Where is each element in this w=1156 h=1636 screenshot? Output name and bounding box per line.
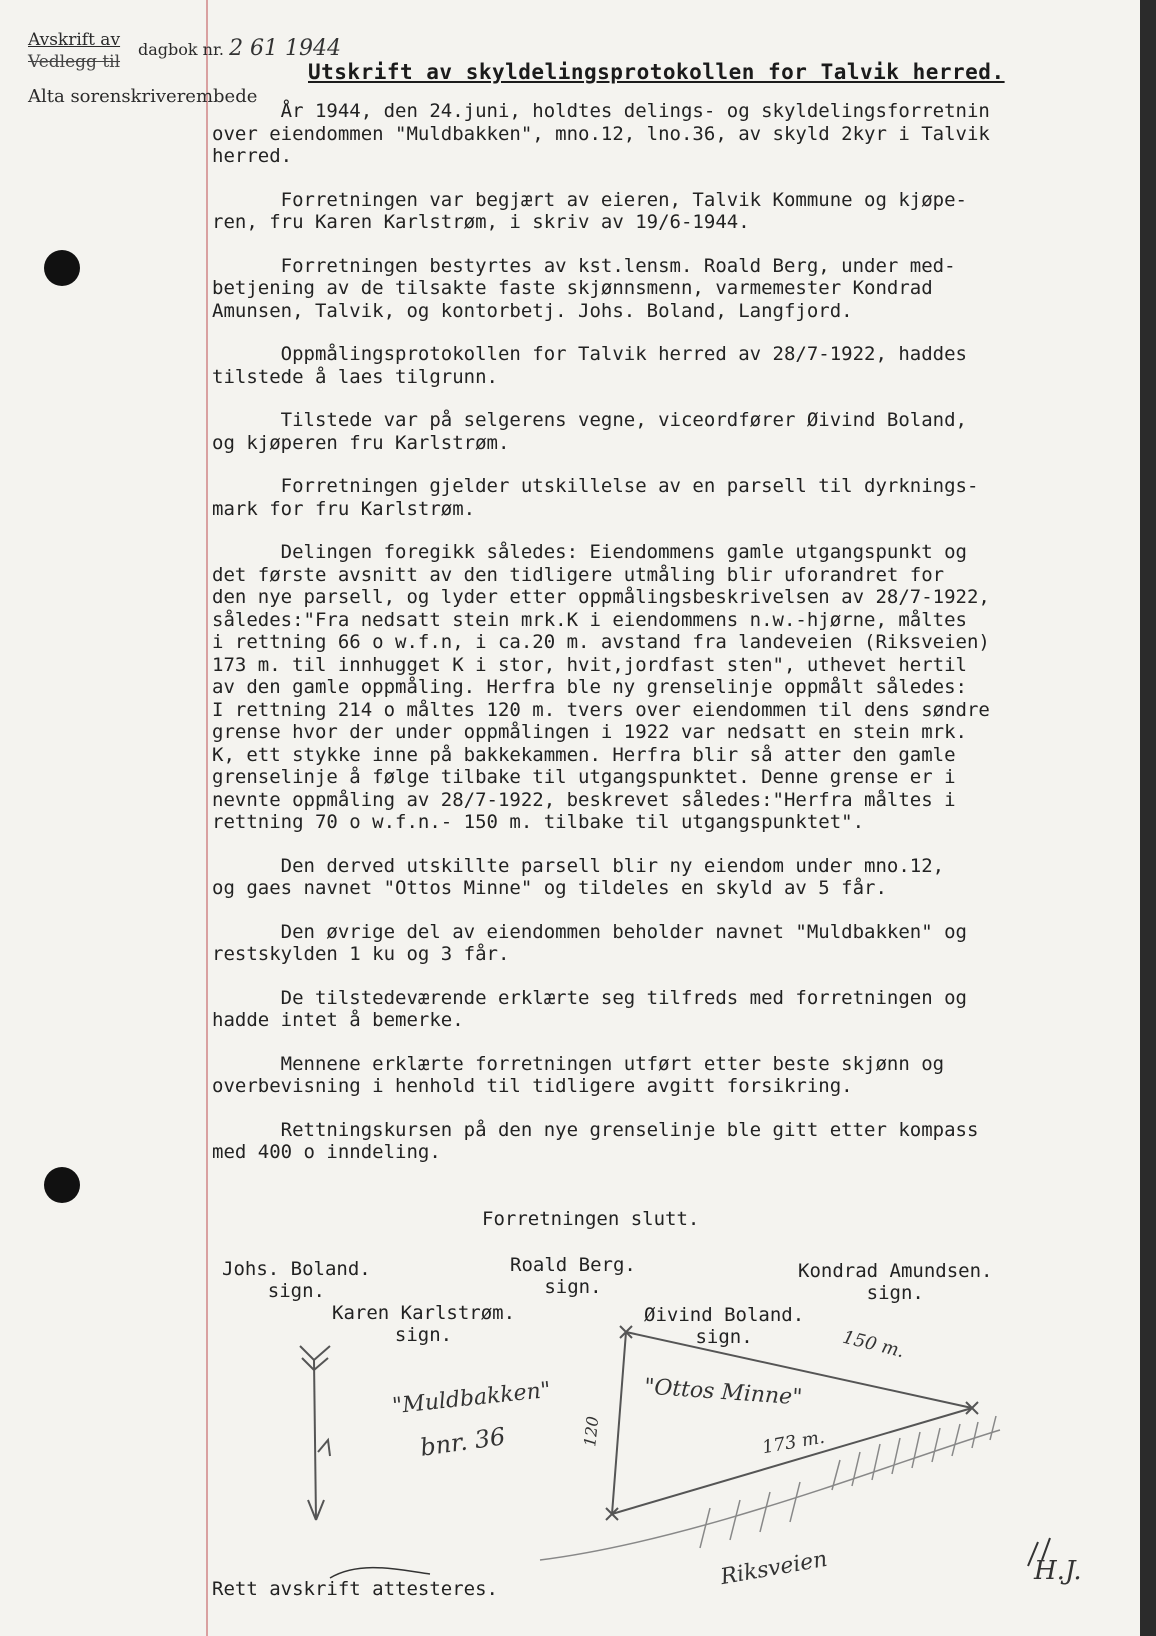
sketch-label-150m: 150 m. <box>840 1326 907 1363</box>
sketch-label-bnr: bnr. 36 <box>418 1422 507 1462</box>
paragraph: Mennene erklærte forretningen utført etter beste skjønn og overbevisning i henhold til tidligere avgitt forsikring. <box>212 1052 945 1097</box>
paragraph: Oppmålingsprotokollen for Talvik herred av 28/7-1922, haddes tilstede å laes tilgrunn. <box>212 343 967 388</box>
signature-name: Roald Berg. <box>510 1254 636 1276</box>
stamp-vedlegg: Vedlegg til <box>28 52 121 72</box>
signature-sign: sign. <box>267 1280 325 1302</box>
paragraph: Rettningskursen på den nye grenselinje ble gitt etter kompass med 400 o inndeling. <box>212 1118 979 1163</box>
sketch-label-ottos-minne: "Ottos Minne" <box>643 1374 804 1411</box>
paragraph: År 1944, den 24.juni, holdtes delings- og skyldelingsforretnin over eiendommen "Muldbakken", mno.12, lno.36, av skyld 2kyr i Talvik herred. <box>212 100 990 167</box>
sketch-label-173m: 173 m. <box>760 1426 827 1459</box>
sketch-label-riksveien: Riksveien <box>718 1546 830 1591</box>
dagbok-number: 2 61 1944 <box>229 36 342 61</box>
stamp-avskrift: Avskrift av <box>28 30 121 50</box>
sketch-label-muldbakken: "Muldbakken" <box>391 1377 552 1420</box>
attestation-line: Rett avskrift attesteres. <box>212 1578 498 1600</box>
paragraph: Tilstede var på selgerens vegne, viceordfører Øivind Boland, og kjøperen fru Karlstrøm. <box>212 409 967 454</box>
sketch-label-120: 120 <box>580 1415 603 1448</box>
paragraph: Forretningen var begjært av eieren, Talvik Kommune og kjøpe- ren, fru Karen Karlstrøm, i skriv av 19/6-1944. <box>212 188 967 233</box>
paragraph: Delingen foregikk således: Eiendommens gamle utgangspunkt og det første avsnitt av den tidligere utmåling blir uforandret for den nye parsell, og lyder etter oppmålingsbeskrivelsen av 28/7-1922, således:"Fra nedsatt stein mrk.K i eiendommens n.w.-hjørne, måltes i rettning 66 o w.f.n, i ca.20 m. avstand fra landeveien (Riksveien) 173 m. til innhugget K i stor, hvit,jordfast sten", uthevet hertil av den gamle oppmåling. Herfra ble ny grenselinje oppmålt således: I rettning 214 o måltes 120 m. tvers over eiendommen til dens søndre grense hvor der under oppmålingen i 1922 var nedsatt en stein mrk. K, ett stykke inne på bakkekammen. Herfra blir så atter den gamle grenselinje å følge tilbake til utgangspunktet. Denne grense er i nevnte oppmåling av 28/7-1922, beskrevet således:"Herfra måltes i rettning 70 o w.f.n.- 150 m. tilbake til utgangspunktet". <box>212 541 990 833</box>
paragraph: Den derved utskillte parsell blir ny eiendom under mno.12, og gaes navnet "Ottos Minne" og tildeles en skyld av 5 får. <box>212 854 945 899</box>
initials: H.J. <box>1034 1556 1082 1586</box>
paragraph: Den øvrige del av eiendommen beholder navnet "Muldbakken" og restskylden 1 ku og 3 får. <box>212 920 967 965</box>
signature-sign: sign. <box>544 1276 602 1298</box>
dagbok-label: dagbok nr. <box>138 40 224 59</box>
scan-edge <box>1140 0 1156 1636</box>
signature-name: Karen Karlstrøm. <box>332 1302 516 1324</box>
paragraph: De tilstedeværende erklærte seg tilfreds med forretningen og hadde intet å bemerke. <box>212 986 967 1031</box>
paragraph: Forretningen bestyrtes av kst.lensm. Roald Berg, under med- betjening av de tilsakte faste skjønnsmenn, varmemester Kondrad Amunsen, Talvik, og kontorbetj. Johs. Boland, Langfjord. <box>212 254 956 322</box>
stamp-office: Alta sorenskriverembede <box>28 86 258 107</box>
signature-sign: sign. <box>695 1326 753 1348</box>
signature-sign: sign. <box>394 1324 453 1346</box>
signature-name: Kondrad Amundsen. <box>798 1260 993 1282</box>
parcel-outline <box>606 1326 978 1520</box>
signature-name: Johs. Boland. <box>222 1258 371 1280</box>
attest-signature-stroke <box>330 1568 430 1578</box>
north-arrow <box>300 1346 330 1520</box>
signature-sign: sign. <box>866 1282 924 1304</box>
document-title: Utskrift av skyldelingsprotokollen for Talvik herred. <box>308 60 1005 84</box>
paragraph: Forretningen gjelder utskillelse av en parsell til dyrknings- mark for fru Karlstrøm. <box>212 475 979 520</box>
closing-line: Forretningen slutt. <box>482 1208 700 1230</box>
signature-name: Øivind Boland. <box>644 1304 805 1326</box>
